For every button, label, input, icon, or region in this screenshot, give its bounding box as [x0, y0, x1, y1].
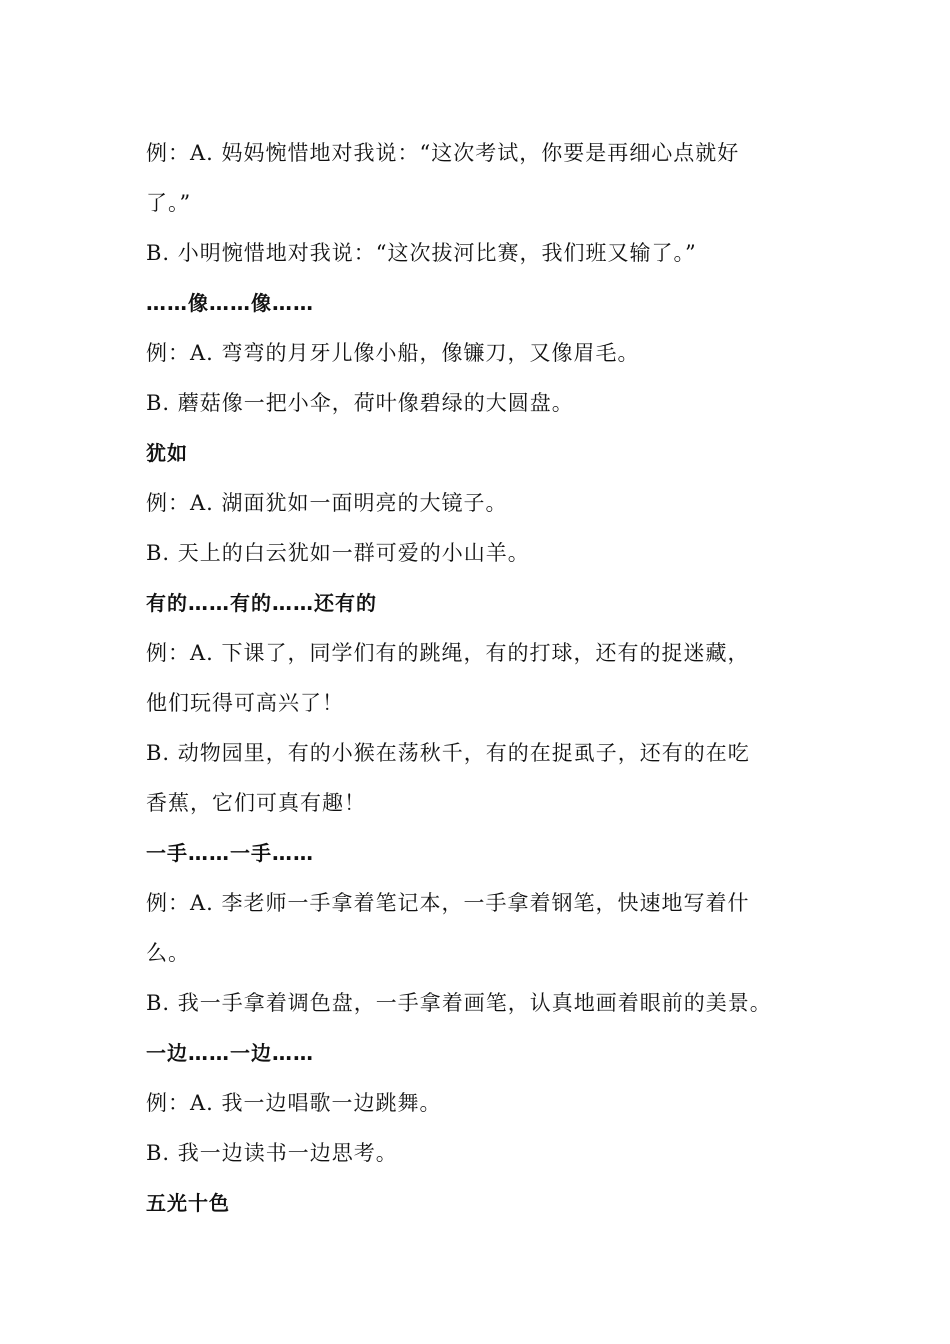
- section-heading: 一边……一边……: [146, 1041, 314, 1065]
- example-line: B. 我一手拿着调色盘，一手拿着画笔，认真地画着眼前的美景。: [146, 991, 772, 1015]
- example-line: 么。: [146, 941, 190, 965]
- section-heading: 五光十色: [146, 1191, 230, 1215]
- document-page: [146, 128, 826, 1228]
- example-line: 例：A. 下课了，同学们有的跳绳，有的打球，还有的捉迷藏，: [146, 641, 750, 665]
- example-line: B. 小明惋惜地对我说：“这次拔河比赛，我们班又输了。”: [146, 241, 697, 265]
- example-line: 例：A. 李老师一手拿着笔记本，一手拿着钢笔，快速地写着什: [146, 891, 750, 915]
- example-line: B. 天上的白云犹如一群可爱的小山羊。: [146, 541, 530, 565]
- section-heading: ……像……像……: [146, 291, 314, 315]
- example-line: 香蕉，它们可真有趣！: [146, 791, 366, 815]
- section-heading: 有的……有的……还有的: [146, 591, 377, 615]
- section-heading: 一手……一手……: [146, 841, 314, 865]
- example-line: B. 我一边读书一边思考。: [146, 1141, 398, 1165]
- example-line: 他们玩得可高兴了！: [146, 691, 344, 715]
- example-line: 例：A. 我一边唱歌一边跳舞。: [146, 1091, 442, 1115]
- example-line: B. 动物园里，有的小猴在荡秋千，有的在捉虱子，还有的在吃: [146, 741, 750, 765]
- example-line: 了。”: [146, 191, 192, 215]
- example-line: 例：A. 妈妈惋惜地对我说：“这次考试，你要是再细心点就好: [146, 141, 740, 165]
- section-heading: 犹如: [146, 441, 188, 465]
- example-line: 例：A. 弯弯的月牙儿像小船，像镰刀，又像眉毛。: [146, 341, 640, 365]
- example-line: B. 蘑菇像一把小伞，荷叶像碧绿的大圆盘。: [146, 391, 574, 415]
- example-line: 例：A. 湖面犹如一面明亮的大镜子。: [146, 491, 508, 515]
